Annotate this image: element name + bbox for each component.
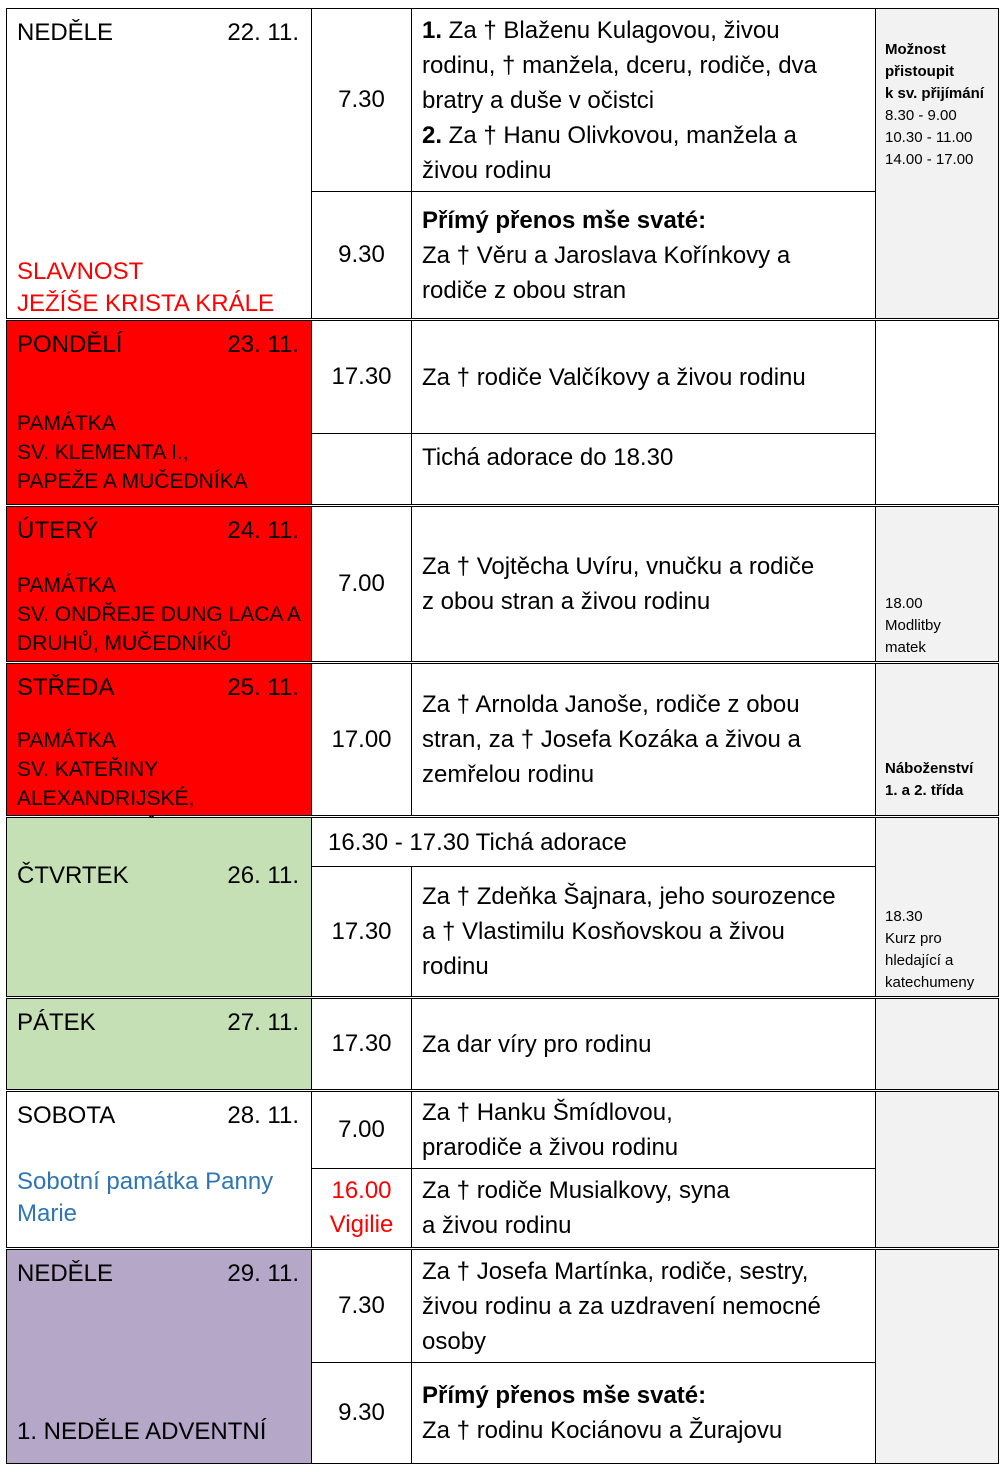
- day-cell-sunday-29: [6, 1249, 312, 1464]
- intention-line: 1. Za † Blaženu Kulagovou, živou: [422, 16, 780, 44]
- day-cell-wednesday-25: [6, 663, 312, 816]
- note-cell: [875, 817, 999, 997]
- day-name: PÁTEK: [17, 1009, 96, 1036]
- time-text: 7.00: [338, 1116, 385, 1143]
- day-cell-monday-23: [6, 320, 312, 505]
- time-text: 17.30: [331, 1030, 392, 1057]
- day-cell-sunday-22: [6, 8, 312, 319]
- day-cell-thursday-26: [6, 817, 312, 997]
- mass-intention: [411, 663, 876, 816]
- mass-time: [311, 866, 412, 997]
- day-date: 22. 11.: [227, 19, 299, 46]
- day-date: 29. 11.: [227, 1260, 299, 1287]
- note-cell: [875, 8, 999, 319]
- note-cell: [875, 1249, 999, 1464]
- mass-time: [311, 8, 412, 192]
- broadcast-label: Přímý přenos mše svaté:: [422, 206, 707, 234]
- note-cell: [875, 1091, 999, 1248]
- intention-line: Za † rodinu Kociánovu a Žurajovu: [422, 1417, 783, 1444]
- note-cell: [875, 506, 999, 662]
- intention-line: prarodiče a živou rodinu: [422, 1134, 679, 1161]
- time-text: 7.30: [338, 1292, 385, 1319]
- day-date: 24. 11.: [227, 517, 299, 544]
- broadcast-label: Přímý přenos mše svaté:: [422, 1382, 707, 1409]
- intention-line: bratry a duše v očistci: [422, 86, 655, 114]
- adoration-text: Tichá adorace do 18.30: [422, 444, 674, 471]
- intention-line: Za † Zdeňka Šajnara, jeho sourozence: [422, 883, 836, 910]
- day-name: NEDĚLE: [17, 1260, 114, 1287]
- note-text: Možnost přistoupit k sv. přijímání 8.30 - 9.00 10.30 - 11.00 14.00 - 17.00: [885, 41, 984, 168]
- note-text: 18.00 Modlitby matek: [885, 595, 941, 656]
- mass-time: [311, 1168, 412, 1248]
- intention-line: a † Vlastimilu Kosňovskou a živou: [422, 918, 785, 945]
- mass-time: [311, 1091, 412, 1169]
- intention-line: a živou rodinu: [422, 1212, 572, 1239]
- time-text: 17.30: [331, 917, 392, 945]
- note-cell: [875, 998, 999, 1090]
- intention-line: rodinu: [422, 953, 489, 980]
- mass-time-empty: [311, 433, 412, 505]
- feast-label: PAMÁTKA SV. ONDŘEJE DUNG LACA A DRUHŮ, MUČEDNÍKŮ: [17, 574, 301, 655]
- note-cell: [875, 320, 999, 505]
- intention-line: z obou stran a živou rodinu: [422, 588, 711, 615]
- mass-time: [311, 191, 412, 319]
- mass-intention: [411, 506, 876, 662]
- day-cell-friday-27: [6, 998, 312, 1090]
- intention-line: Za † Věru a Jaroslava Kořínkovy a: [422, 241, 791, 269]
- feast-label: PAMÁTKA SV. KLEMENTA I., PAPEŽE A MUČEDNÍKA: [17, 412, 248, 493]
- mass-intention: [411, 1091, 876, 1169]
- day-name: SOBOTA: [17, 1102, 116, 1129]
- mass-time: [311, 1362, 412, 1464]
- intention-line: živou rodinu: [422, 156, 552, 184]
- intention-line: Za † Hanku Šmídlovou,: [422, 1099, 673, 1126]
- intention-line: Za † Josefa Martínka, rodiče, sestry,: [422, 1257, 809, 1285]
- mass-intention: [411, 191, 876, 319]
- note-cell: [875, 663, 999, 816]
- adoration: [411, 433, 876, 505]
- day-date: 25. 11.: [227, 674, 299, 701]
- mass-time: [311, 663, 412, 816]
- mass-time: [311, 506, 412, 662]
- feast-line: JEŽÍŠE KRISTA KRÁLE: [17, 290, 274, 317]
- adoration-text: 16.30 - 17.30 Tichá adorace: [328, 828, 627, 856]
- day-date: 27. 11.: [227, 1009, 299, 1036]
- mass-intention: [411, 998, 876, 1090]
- intention-line: zemřelou rodinu: [422, 761, 595, 788]
- intention-line: rodinu, † manžela, dceru, rodiče, dva: [422, 51, 817, 79]
- feast-line: SLAVNOST: [17, 258, 144, 285]
- day-date: 23. 11.: [227, 331, 299, 358]
- mass-time: [311, 998, 412, 1090]
- day-date: 28. 11.: [227, 1102, 299, 1129]
- note-text: 18.30 Kurz pro hledající a katechumeny: [885, 908, 975, 991]
- feast-label: [17, 256, 274, 320]
- day-name: STŘEDA: [17, 674, 115, 701]
- intention-line: stran, za † Josefa Kozáka a živou a: [422, 726, 801, 753]
- note-text: Náboženství 1. a 2. třída: [885, 760, 974, 799]
- day-name: NEDĚLE: [17, 19, 114, 46]
- day-date: 26. 11.: [227, 862, 299, 889]
- time-text: 9.30: [338, 241, 385, 268]
- mass-intention: [411, 1249, 876, 1363]
- feast-label: Sobotní památka Panny Marie: [17, 1168, 274, 1227]
- vigil-label: Vigilie: [329, 1211, 394, 1238]
- adoration: [311, 817, 876, 867]
- day-name: PONDĚLÍ: [17, 331, 123, 358]
- intention-line: rodiče z obou stran: [422, 276, 627, 304]
- time-text: 17.30: [331, 363, 392, 390]
- intention-line: 2. Za † Hanu Olivkovou, manžela a: [422, 121, 797, 149]
- intention-line: živou rodinu a za uzdravení nemocné: [422, 1292, 821, 1320]
- mass-intention: [411, 866, 876, 997]
- intention-line: Za † Arnolda Janoše, rodiče z obou: [422, 691, 800, 718]
- feast-label: PAMÁTKA SV. KATEŘINY ALEXANDRIJSKÉ,: [17, 729, 195, 810]
- mass-intention: [411, 1168, 876, 1248]
- day-name: ÚTERÝ: [17, 517, 99, 544]
- feast-label: 1. NEDĚLE ADVENTNÍ: [17, 1418, 267, 1445]
- day-cell-saturday-28: [6, 1091, 312, 1248]
- intention-line: Za † rodiče Musialkovy, syna: [422, 1177, 730, 1204]
- intention-line: Za † rodiče Valčíkovy a živou rodinu: [422, 363, 806, 391]
- time-text: 17.00: [331, 725, 392, 753]
- time-text: 7.00: [338, 570, 385, 597]
- time-text: 16.00: [331, 1177, 392, 1204]
- time-text: 9.30: [338, 1399, 385, 1426]
- day-cell-tuesday-24: [6, 506, 312, 662]
- mass-intention: [411, 8, 876, 192]
- mass-intention: [411, 320, 876, 434]
- intention-line: Za dar víry pro rodinu: [422, 1030, 652, 1058]
- mass-time: [311, 1249, 412, 1363]
- mass-intention: [411, 1362, 876, 1464]
- intention-line: osoby: [422, 1327, 487, 1355]
- time-text: 7.30: [338, 86, 385, 113]
- day-name: ČTVRTEK: [17, 862, 129, 889]
- mass-time: [311, 320, 412, 434]
- intention-line: Za † Vojtěcha Uvíru, vnučku a rodiče: [422, 553, 815, 580]
